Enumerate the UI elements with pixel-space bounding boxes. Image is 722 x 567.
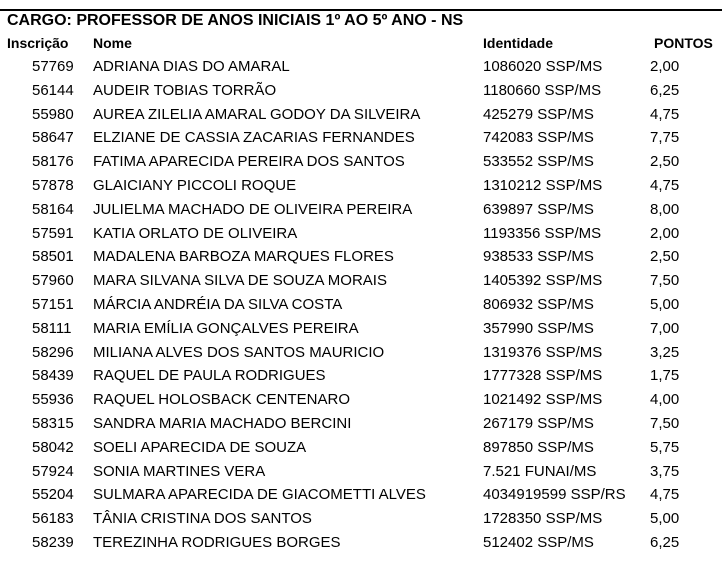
cell-identidade: 267179 SSP/MS: [483, 414, 594, 432]
table-row: [0, 248, 722, 272]
table-row: [0, 463, 722, 487]
table-header: [0, 35, 722, 55]
cell-pontos: 8,00: [650, 200, 680, 218]
cell-inscricao: 57769: [32, 58, 74, 75]
cell-identidade: 1319376 SSP/MS: [483, 343, 603, 361]
cell-nome: SANDRA MARIA MACHADO BERCINI: [93, 414, 352, 432]
cell-nome: TÂNIA CRISTINA DOS SANTOS: [93, 510, 312, 528]
table-row: [0, 272, 722, 296]
table-row: [0, 534, 722, 558]
cell-nome: MADALENA BARBOZA MARQUES FLORES: [93, 248, 394, 266]
cell-identidade: 1728350 SSP/MS: [483, 510, 603, 528]
cell-nome: SONIA MARTINES VERA: [93, 462, 266, 480]
column-header-identidade: Identidade: [483, 35, 554, 51]
table-row: [0, 106, 722, 130]
cell-pontos: 7,75: [650, 129, 680, 147]
cell-inscricao: 57924: [32, 462, 74, 480]
cell-pontos: 6,25: [650, 81, 680, 99]
cell-nome: MARA SILVANA SILVA DE SOUZA MORAIS: [93, 272, 387, 290]
cell-inscricao: 58296: [32, 343, 74, 361]
table-row: [0, 439, 722, 463]
table-row: [0, 82, 722, 106]
cell-identidade: 897850 SSP/MS: [483, 438, 594, 456]
table-row: [0, 296, 722, 320]
cell-identidade: 1086020 SSP/MS: [483, 58, 603, 75]
table-row: [0, 225, 722, 249]
cell-inscricao: 58042: [32, 438, 74, 456]
cell-nome: MÁRCIA ANDRÉIA DA SILVA COSTA: [93, 295, 343, 313]
cell-nome: MILIANA ALVES DOS SANTOS MAURICIO: [93, 343, 385, 361]
document-title: CARGO: PROFESSOR DE ANOS INICIAIS 1º AO 5º ANO - NS: [7, 12, 464, 29]
column-header-nome: Nome: [93, 35, 132, 51]
top-rule: [0, 9, 722, 11]
cell-pontos: 1,75: [650, 367, 680, 385]
cell-nome: KATIA ORLATO DE OLIVEIRA: [93, 224, 298, 242]
cell-nome: FATIMA APARECIDA PEREIRA DOS SANTOS: [93, 153, 405, 171]
cell-inscricao: 58439: [32, 367, 74, 385]
cell-pontos: 4,75: [650, 176, 680, 194]
cell-nome: SOELI APARECIDA DE SOUZA: [93, 438, 307, 456]
table-row: [0, 320, 722, 344]
cell-nome: RAQUEL HOLOSBACK CENTENARO: [93, 391, 350, 409]
cell-pontos: 4,00: [650, 391, 680, 409]
cell-pontos: 7,00: [650, 319, 680, 337]
cell-nome: ELZIANE DE CASSIA ZACARIAS FERNANDES: [93, 129, 415, 147]
cell-inscricao: 55936: [32, 391, 74, 409]
table-row: [0, 415, 722, 439]
cell-nome: MARIA EMÍLIA GONÇALVES PEREIRA: [93, 319, 359, 337]
cell-pontos: 7,50: [650, 272, 680, 290]
cell-nome: RAQUEL DE PAULA RODRIGUES: [93, 367, 326, 385]
cell-identidade: 7.521 FUNAI/MS: [483, 462, 597, 480]
cell-nome: AUREA ZILELIA AMARAL GODOY DA SILVEIRA: [93, 105, 421, 123]
cell-pontos: 4,75: [650, 105, 680, 123]
cell-nome: SULMARA APARECIDA DE GIACOMETTI ALVES: [93, 486, 426, 504]
cell-inscricao: 58111: [32, 319, 72, 337]
cell-inscricao: 57878: [32, 176, 74, 194]
cell-inscricao: 58315: [32, 414, 74, 432]
cell-nome: JULIELMA MACHADO DE OLIVEIRA PEREIRA: [93, 200, 413, 218]
cell-inscricao: 57151: [32, 295, 74, 313]
cell-inscricao: 57960: [32, 272, 74, 290]
cell-pontos: 2,50: [650, 153, 680, 171]
cell-pontos: 7,50: [650, 414, 680, 432]
cell-identidade: 1193356 SSP/MS: [483, 224, 602, 242]
table-row: [0, 344, 722, 368]
cell-pontos: 5,00: [650, 510, 680, 528]
column-header-pontos: PONTOS: [654, 35, 713, 51]
cell-inscricao: 55204: [32, 486, 74, 504]
cell-nome: GLAICIANY PICCOLI ROQUE: [93, 176, 297, 194]
cell-inscricao: 58239: [32, 533, 74, 551]
cell-identidade: 512402 SSP/MS: [483, 533, 594, 551]
cell-inscricao: 56183: [32, 510, 74, 528]
table-body: [0, 58, 722, 558]
cell-inscricao: 56144: [32, 81, 74, 99]
cell-nome: ADRIANA DIAS DO AMARAL: [93, 58, 290, 75]
cell-inscricao: 55980: [32, 105, 74, 123]
cell-identidade: 357990 SSP/MS: [483, 319, 594, 337]
cell-identidade: 742083 SSP/MS: [483, 129, 594, 147]
cell-nome: TEREZINHA RODRIGUES BORGES: [93, 533, 341, 551]
table-row: [0, 486, 722, 510]
table-row: [0, 391, 722, 415]
cell-identidade: 806932 SSP/MS: [483, 295, 594, 313]
cell-identidade: 1180660 SSP/MS: [483, 81, 602, 99]
cell-pontos: 3,75: [650, 462, 680, 480]
table-row: [0, 510, 722, 534]
cell-inscricao: 58176: [32, 153, 74, 171]
table-row: [0, 153, 722, 177]
cell-nome: AUDEIR TOBIAS TORRÃO: [93, 81, 277, 99]
cell-pontos: 4,75: [650, 486, 680, 504]
cell-pontos: 2,00: [650, 58, 680, 75]
table-row: [0, 177, 722, 201]
cell-pontos: 6,25: [650, 533, 680, 551]
table-row: [0, 129, 722, 153]
table-row: [0, 367, 722, 391]
cell-identidade: 938533 SSP/MS: [483, 248, 594, 266]
cell-pontos: 2,00: [650, 224, 680, 242]
cell-inscricao: 58164: [32, 200, 74, 218]
cell-pontos: 3,25: [650, 343, 680, 361]
cell-inscricao: 57591: [32, 224, 74, 242]
cell-inscricao: 58501: [32, 248, 74, 266]
cell-pontos: 5,00: [650, 295, 680, 313]
cell-identidade: 1405392 SSP/MS: [483, 272, 603, 290]
cell-identidade: 1310212 SSP/MS: [483, 176, 603, 194]
cell-identidade: 533552 SSP/MS: [483, 153, 594, 171]
table-row: [0, 201, 722, 225]
column-header-inscricao: Inscrição: [7, 35, 69, 51]
table-row: [0, 58, 722, 82]
cell-pontos: 2,50: [650, 248, 680, 266]
cell-identidade: 639897 SSP/MS: [483, 200, 594, 218]
cell-identidade: 1021492 SSP/MS: [483, 391, 603, 409]
cell-identidade: 1777328 SSP/MS: [483, 367, 603, 385]
cell-identidade: 4034919599 SSP/RS: [483, 486, 626, 504]
cell-identidade: 425279 SSP/MS: [483, 105, 594, 123]
cell-pontos: 5,75: [650, 438, 680, 456]
cell-inscricao: 58647: [32, 129, 74, 147]
